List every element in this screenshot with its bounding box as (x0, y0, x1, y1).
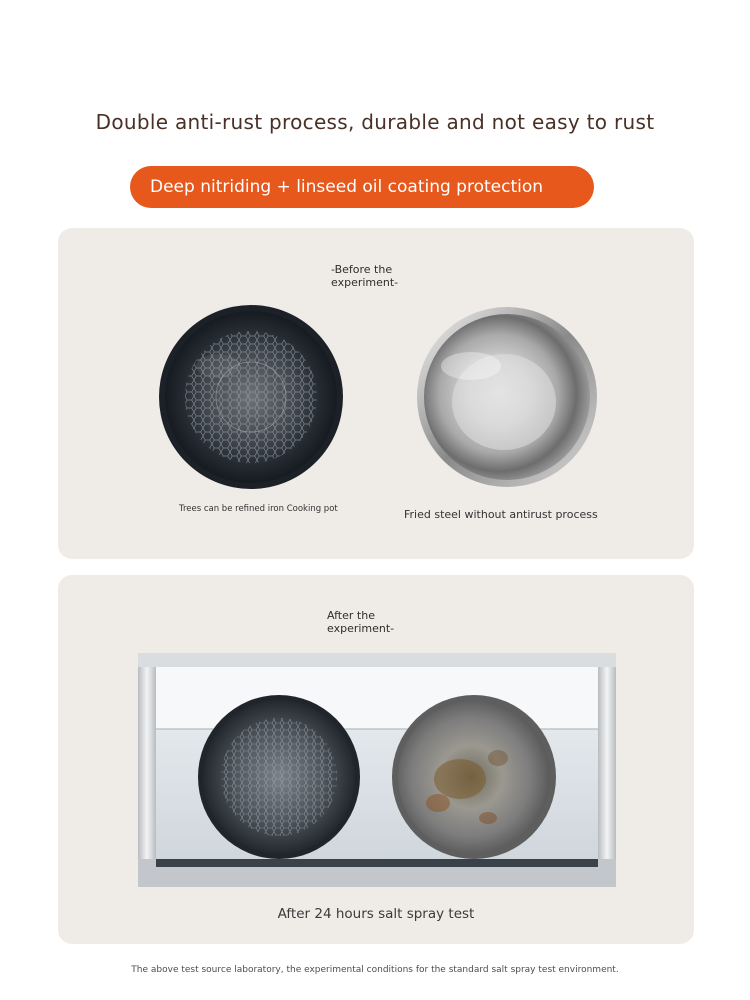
after-experiment-label: After the experiment- (327, 609, 395, 635)
page-headline: Double anti-rust process, durable and not easy to rust (95, 110, 655, 134)
iron-pot-caption: Trees can be refined iron Cooking pot (179, 504, 338, 514)
steel-pot-caption: Fried steel without antirust process (404, 508, 598, 521)
after-experiment-card (58, 575, 694, 944)
steel-pot-image (416, 306, 598, 488)
salt-spray-tank-image (138, 653, 616, 887)
iron-pot-image (158, 304, 344, 490)
after-test-caption: After 24 hours salt spray test (277, 906, 475, 922)
test-footnote: The above test source laboratory, the experimental conditions for the standard salt spray test environment. (131, 965, 619, 975)
before-experiment-card (58, 228, 694, 559)
before-experiment-label: -Before the experiment- (331, 263, 399, 289)
feature-banner: Deep nitriding + linseed oil coating protection (130, 166, 594, 208)
